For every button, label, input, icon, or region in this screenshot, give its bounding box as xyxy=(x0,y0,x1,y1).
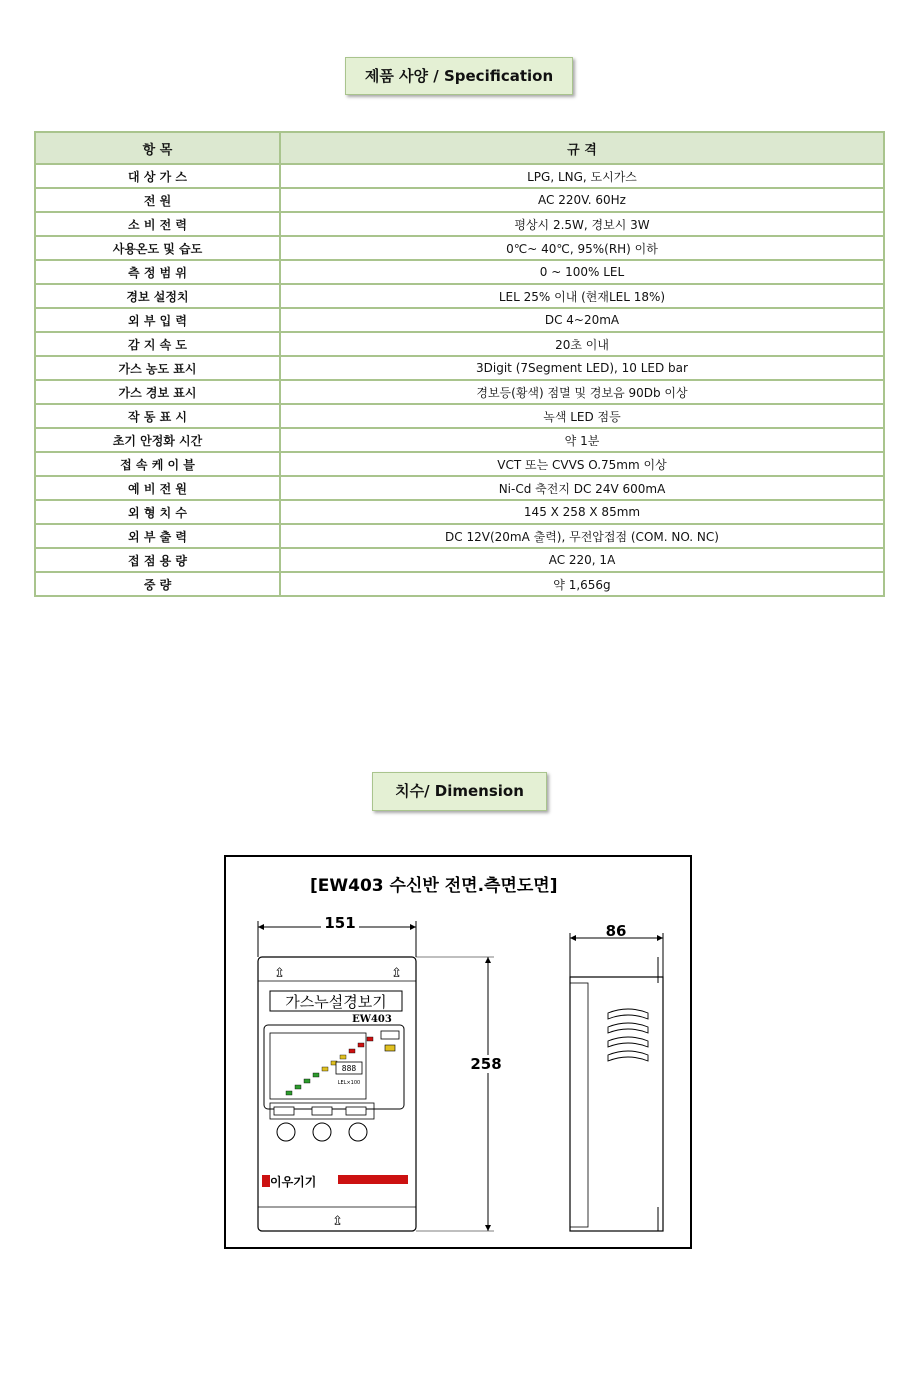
spec-row-value: 20초 이내 xyxy=(280,332,884,356)
dimension-drawing xyxy=(224,855,692,1249)
led-segment xyxy=(313,1073,319,1077)
spec-row xyxy=(35,356,884,380)
spec-row-key: 외 형 치 수 xyxy=(35,500,280,524)
spec-row-value: 약 1분 xyxy=(280,428,884,452)
side-view xyxy=(570,957,663,1231)
alarm-led xyxy=(385,1045,395,1051)
spec-row-value: AC 220V. 60Hz xyxy=(280,188,884,212)
spec-row-value: AC 220, 1A xyxy=(280,548,884,572)
spec-row-key: 외 부 출 력 xyxy=(35,524,280,548)
spec-row-value: 3Digit (7Segment LED), 10 LED bar xyxy=(280,356,884,380)
spec-section-title: 제품 사양 / Specification xyxy=(345,57,573,95)
screw-top-right-icon: ⇫ xyxy=(391,966,402,981)
spec-row-value: LPG, LNG, 도시가스 xyxy=(280,164,884,188)
model-label: EW403 xyxy=(352,1014,392,1025)
spec-row xyxy=(35,380,884,404)
spec-row-value: 0℃~ 40℃, 95%(RH) 이하 xyxy=(280,236,884,260)
spec-row-value: LEL 25% 이내 (현재LEL 18%) xyxy=(280,284,884,308)
width-dimension xyxy=(258,914,416,957)
led-segment xyxy=(367,1037,373,1041)
spec-row-key: 소 비 전 력 xyxy=(35,212,280,236)
width-label: 151 xyxy=(324,914,356,932)
status-box xyxy=(381,1031,399,1039)
button-3-icon xyxy=(349,1123,367,1141)
led-segment xyxy=(304,1079,310,1083)
spec-row xyxy=(35,524,884,548)
spec-row-value: 녹색 LED 점등 xyxy=(280,404,884,428)
spec-row-key: 접 속 케 이 블 xyxy=(35,452,280,476)
screw-bottom-icon: ⇫ xyxy=(332,1214,343,1229)
spec-row-key: 경보 설정치 xyxy=(35,284,280,308)
spec-row-key: 측 정 범 위 xyxy=(35,260,280,284)
dimension-drawing-svg xyxy=(226,857,690,1247)
spec-row xyxy=(35,452,884,476)
spec-row-value: DC 12V(20mA 출력), 무전압접점 (COM. NO. NC) xyxy=(280,524,884,548)
spec-row xyxy=(35,308,884,332)
header-item: 항 목 xyxy=(35,132,280,164)
spec-row xyxy=(35,260,884,284)
spec-row-value: DC 4~20mA xyxy=(280,308,884,332)
led-segment xyxy=(286,1091,292,1095)
led-segment xyxy=(322,1067,328,1071)
spec-row-value: 145 X 258 X 85mm xyxy=(280,500,884,524)
spec-row xyxy=(35,236,884,260)
spec-row-key: 감 지 속 도 xyxy=(35,332,280,356)
height-dimension xyxy=(416,957,508,1231)
spec-row-key: 접 점 용 량 xyxy=(35,548,280,572)
spec-row-key: 예 비 전 원 xyxy=(35,476,280,500)
spec-table-header-row xyxy=(35,132,884,164)
spec-row-key: 외 부 입 력 xyxy=(35,308,280,332)
spec-row xyxy=(35,476,884,500)
brand-bar xyxy=(338,1175,408,1184)
screw-top-left-icon: ⇫ xyxy=(274,966,285,981)
spec-row-value: 경보등(황색) 점멸 및 경보음 90Db 이상 xyxy=(280,380,884,404)
dimension-section-title: 치수/ Dimension xyxy=(372,772,547,811)
button-2-icon xyxy=(313,1123,331,1141)
spec-row-key: 사용온도 및 습도 xyxy=(35,236,280,260)
depth-label: 86 xyxy=(605,922,627,940)
spec-row-key: 가스 농도 표시 xyxy=(35,356,280,380)
spec-row-value: 0 ~ 100% LEL xyxy=(280,260,884,284)
spec-row-key: 가스 경보 표시 xyxy=(35,380,280,404)
button-1-icon xyxy=(277,1123,295,1141)
spec-row-value: Ni-Cd 축전지 DC 24V 600mA xyxy=(280,476,884,500)
header-value: 규 격 xyxy=(280,132,884,164)
lel-label: LEL×100 xyxy=(337,1080,361,1086)
depth-dimension xyxy=(570,922,663,977)
spec-row xyxy=(35,212,884,236)
spec-row xyxy=(35,548,884,572)
spec-row-value: VCT 또는 CVVS O.75mm 이상 xyxy=(280,452,884,476)
led-segment xyxy=(340,1055,346,1059)
spec-row-key: 작 동 표 시 xyxy=(35,404,280,428)
brand-label: 이우기기 xyxy=(270,1175,317,1189)
spec-row-key: 초기 안정화 시간 xyxy=(35,428,280,452)
spec-row xyxy=(35,404,884,428)
spec-row-key: 전 원 xyxy=(35,188,280,212)
height-label: 258 xyxy=(470,1055,502,1073)
spec-row-key: 대 상 가 스 xyxy=(35,164,280,188)
led-segment xyxy=(358,1043,364,1047)
spec-row xyxy=(35,428,884,452)
led-segment xyxy=(349,1049,355,1053)
spec-row-value: 약 1,656g xyxy=(280,572,884,596)
seven-segment-digits: 888 xyxy=(341,1064,357,1073)
led-segment xyxy=(295,1085,301,1089)
drawing-title: [EW403 수신반 전면.측면도면] xyxy=(310,876,558,896)
spec-row xyxy=(35,164,884,188)
spec-row xyxy=(35,572,884,596)
spec-row-value: 평상시 2.5W, 경보시 3W xyxy=(280,212,884,236)
front-panel xyxy=(258,957,416,1231)
spec-row xyxy=(35,500,884,524)
panel-label: 가스누설경보기 xyxy=(285,993,387,1011)
spec-row xyxy=(35,332,884,356)
spec-row xyxy=(35,284,884,308)
spec-row xyxy=(35,188,884,212)
spec-table xyxy=(34,131,885,597)
spec-row-key: 중 량 xyxy=(35,572,280,596)
brand-logo-icon xyxy=(262,1175,270,1187)
